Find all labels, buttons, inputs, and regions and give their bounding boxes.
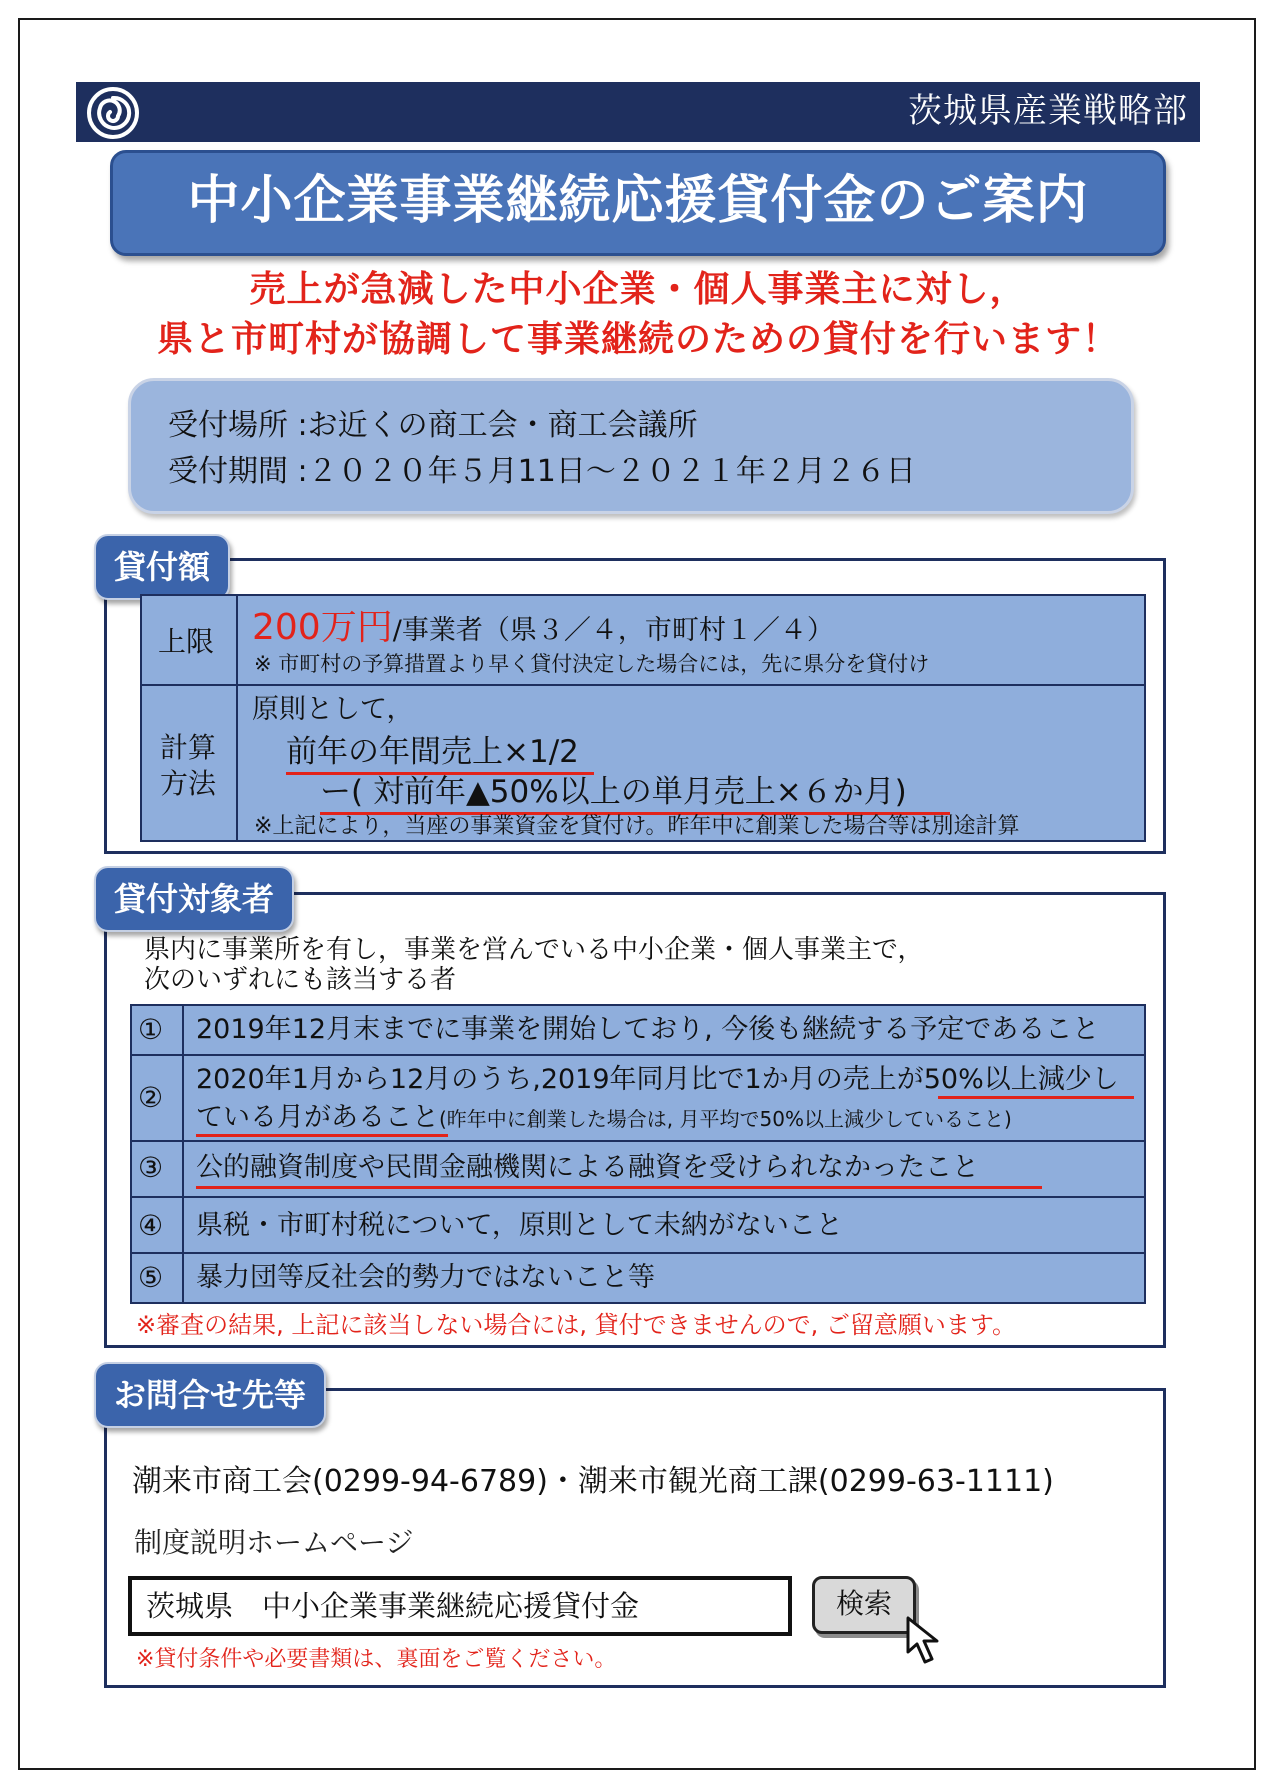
department-name: 茨城県産業戦略部 — [908, 91, 1188, 131]
emphasis-underline — [196, 1186, 1042, 1189]
table-divider — [130, 1252, 1146, 1254]
emphasis-underline — [938, 1096, 1134, 1099]
calc-note: ※上記により，当座の事業資金を貸付け。昨年中に創業した場合等は別途計算 — [254, 814, 1020, 839]
lead-line-2: 県と市町村が協調して事業継続のための貸付を行います！ — [156, 319, 1119, 360]
calc-formula-2: ー( 対前年▲50%以上の単月売上×６か月) — [320, 774, 907, 810]
calc-label-2: 方法 — [160, 767, 217, 800]
eligibility-item: 県税・市町村税について，原則として未納がないこと — [196, 1210, 843, 1241]
eligibility-item: 2020年1月から12月のうち,2019年同月比で1か月の売上が50%以上減少し — [196, 1064, 1119, 1095]
search-input-value: 茨城県 中小企業事業継続応援貸付金 — [146, 1589, 640, 1623]
loan-amount-heading: 貸付額 — [94, 534, 230, 600]
item-number: ③ — [138, 1151, 164, 1184]
table-divider — [130, 1140, 1146, 1142]
search-button[interactable]: 検索 — [812, 1576, 916, 1634]
table-divider — [236, 594, 238, 842]
calc-intro: 原則として， — [252, 694, 414, 725]
table-divider — [140, 684, 1146, 686]
eligibility-intro-2: 次のいずれにも該当する者 — [144, 965, 457, 995]
table-divider — [130, 1196, 1146, 1198]
eligibility-item: 公的融資制度や民間金融機関による融資を受けられなかったこと — [196, 1152, 979, 1183]
contact-heading: お問合せ先等 — [94, 1362, 326, 1428]
item-number: ① — [138, 1013, 164, 1046]
contact-offices: 潮来市商工会(0299-94-6789)・潮来市観光商工課(0299-63-1111) — [132, 1464, 1054, 1499]
reception-place: 受付場所 :お近くの商工会・商工会議所 — [168, 408, 698, 443]
page-title: 中小企業事業継続応援貸付金のご案内 — [187, 171, 1089, 231]
eligibility-item-note: (昨年中に創業した場合は, 月平均で50%以上減少していること) — [439, 1107, 1012, 1131]
item-number: ② — [138, 1081, 164, 1114]
limit-label: 上限 — [158, 625, 215, 658]
limit-note: ※ 市町村の予算措置より早く貸付決定した場合には，先に県分を貸付け — [254, 652, 930, 676]
eligibility-heading: 貸付対象者 — [94, 866, 294, 932]
eligibility-intro-1: 県内に事業所を有し，事業を営んでいる中小企業・個人事業主で， — [144, 935, 924, 965]
prefecture-logo-icon — [86, 86, 140, 140]
contact-note: ※貸付条件や必要書類は、裏面をご覧ください。 — [136, 1647, 617, 1672]
table-divider — [130, 1054, 1146, 1056]
eligibility-item: 2019年12月末までに事業を開始しており, 今後も継続する予定であること — [196, 1014, 1100, 1045]
eligibility-item: 暴力団等反社会的勢力ではないこと等 — [196, 1262, 655, 1293]
item-number: ⑤ — [138, 1261, 164, 1294]
calc-label-1: 計算 — [160, 731, 217, 764]
limit-amount: 200万円 — [252, 607, 393, 648]
search-input[interactable] — [128, 1576, 792, 1636]
homepage-label: 制度説明ホームページ — [134, 1526, 414, 1559]
lead-line-1: 売上が急減した中小企業・個人事業主に対し， — [249, 269, 1027, 310]
eligibility-warning: ※審査の結果, 上記に該当しない場合には, 貸付できませんので, ご留意願います。 — [136, 1311, 1016, 1339]
limit-text: /事業者（県３／４，市町村１／４） — [392, 615, 834, 646]
reception-period: 受付期間 :２０２０年５月11日～２０２１年２月２６日 — [168, 454, 916, 489]
table-divider — [182, 1004, 184, 1304]
reception-box — [128, 378, 1134, 514]
calc-formula-1: 前年の年間売上×1/2 — [286, 734, 579, 770]
eligibility-item-cont: ている月があること — [196, 1102, 439, 1133]
item-number: ④ — [138, 1209, 164, 1242]
cursor-arrow-icon — [904, 1614, 952, 1670]
emphasis-underline — [196, 1134, 448, 1137]
